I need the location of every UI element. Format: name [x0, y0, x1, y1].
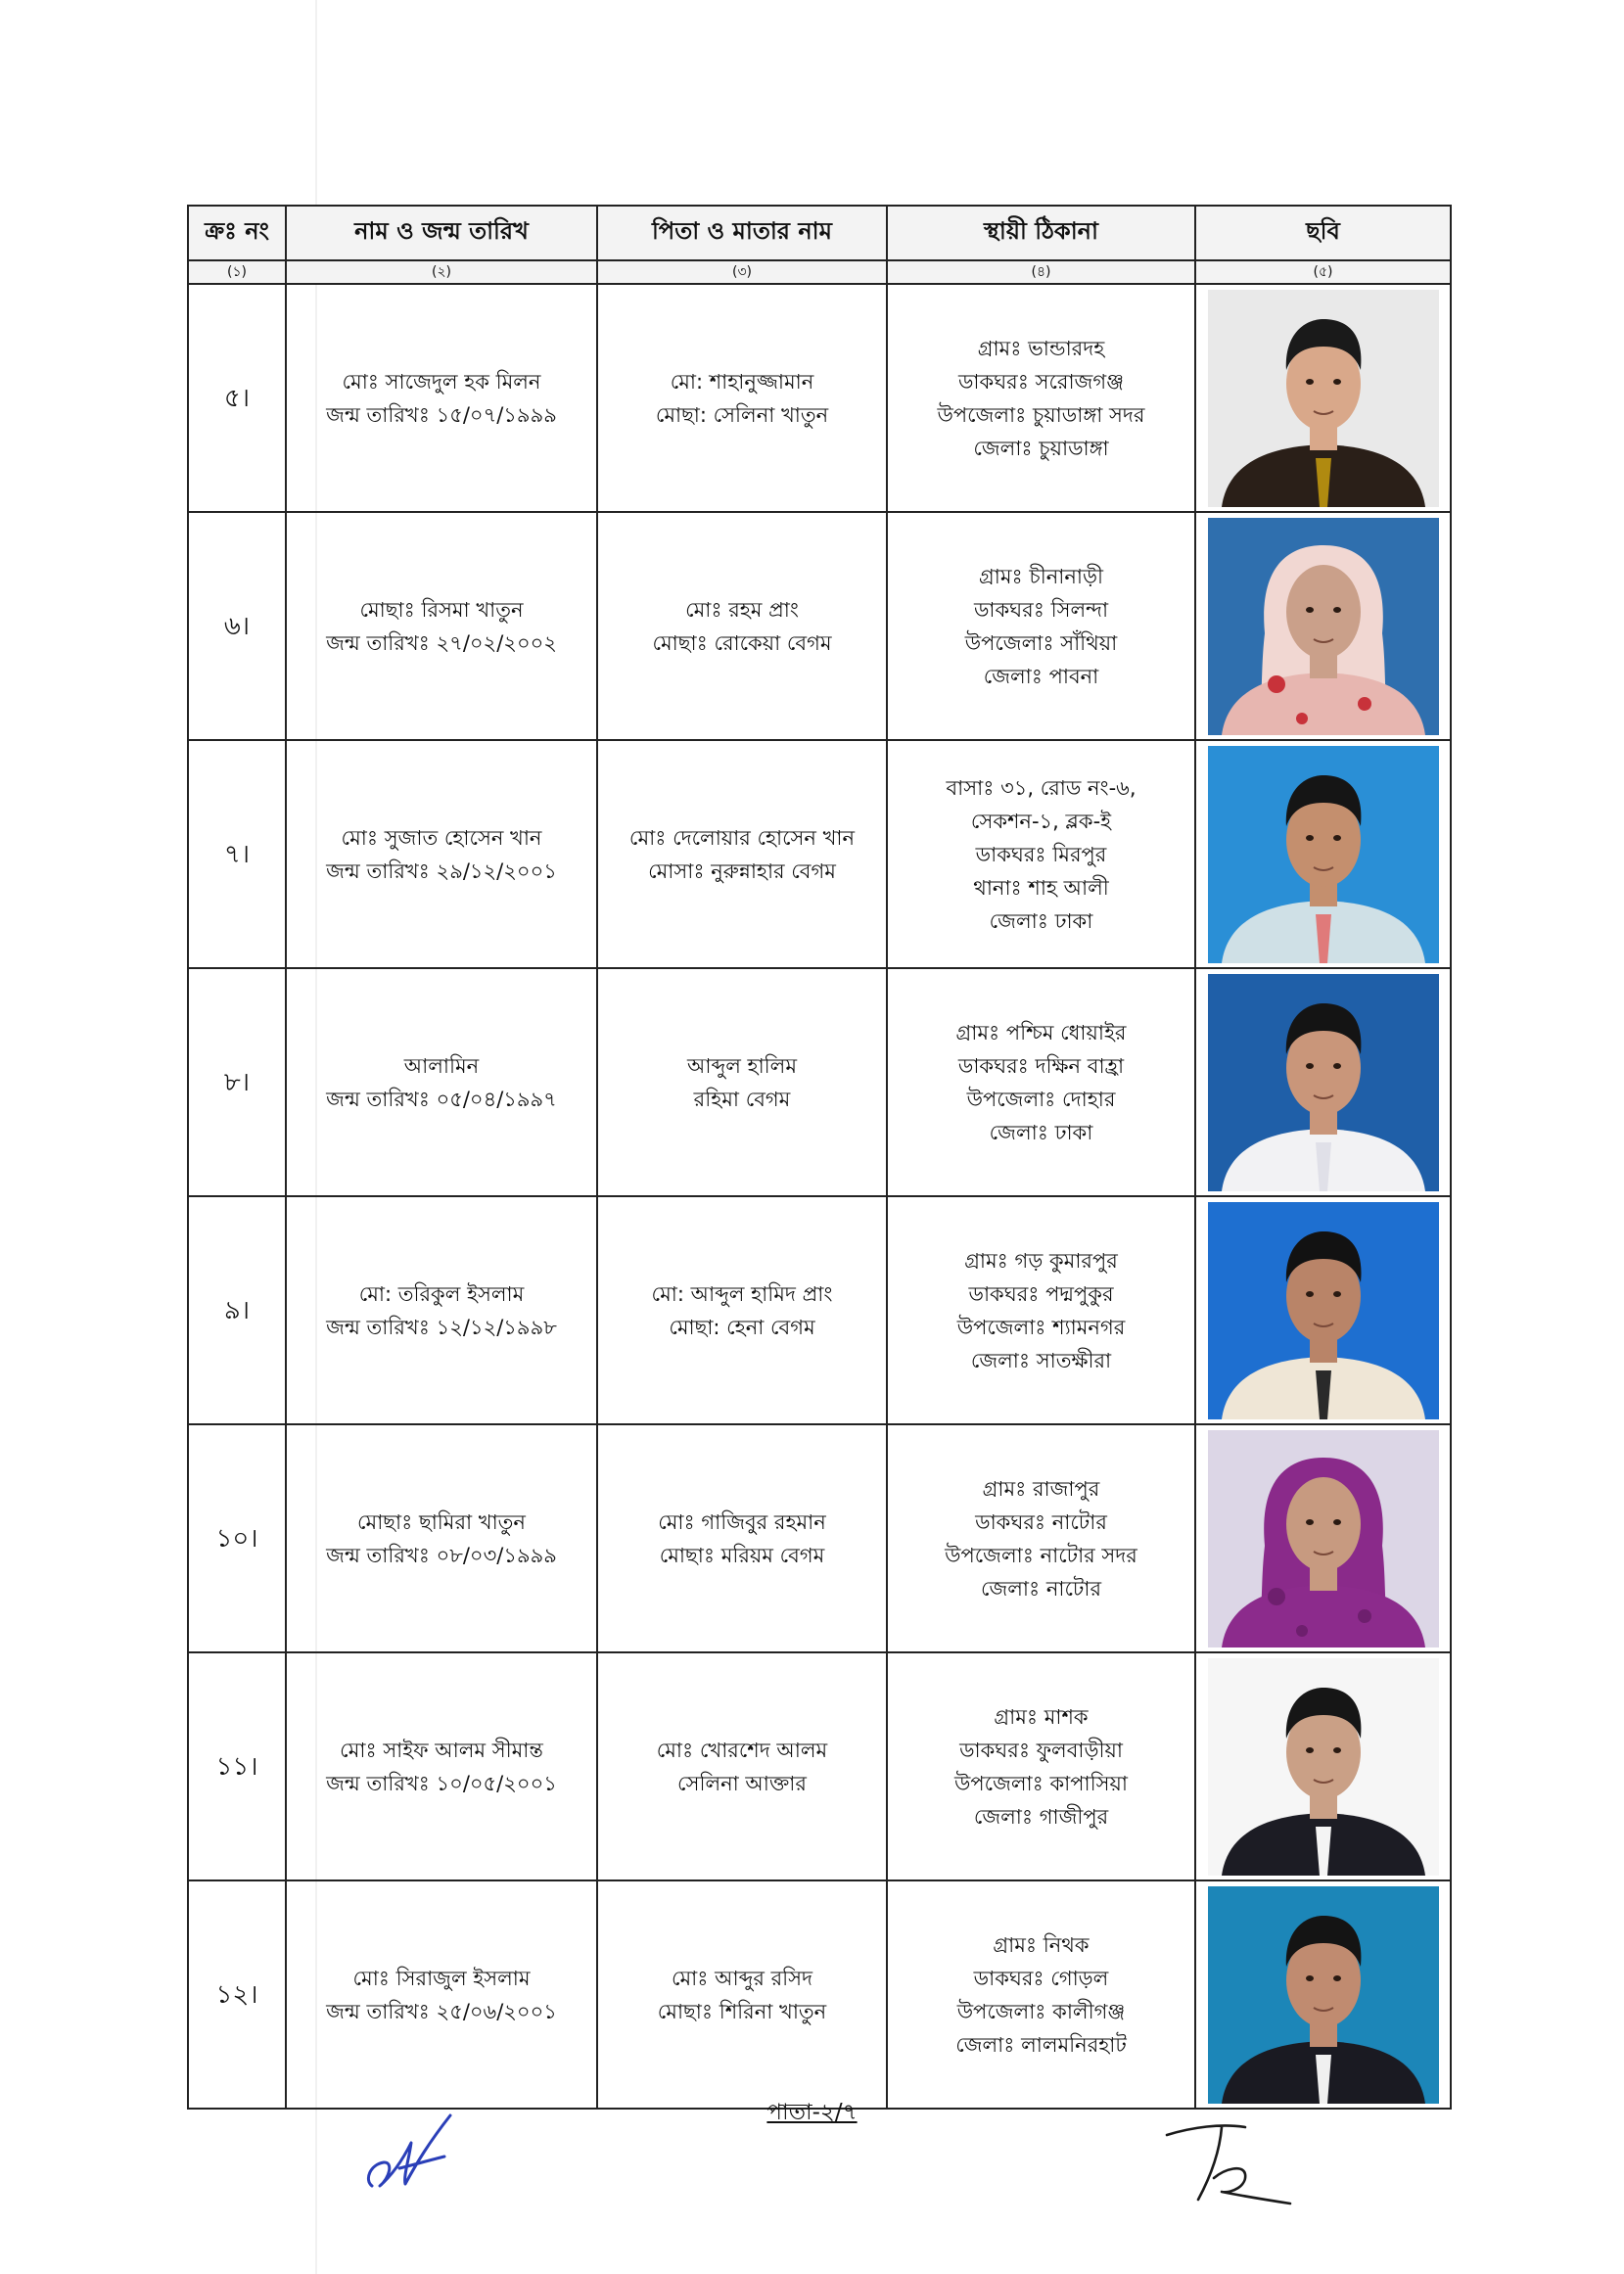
parents-cell — [597, 512, 887, 740]
name-dob-cell — [286, 968, 597, 1196]
photo-cell — [1195, 512, 1451, 740]
candidate-photo — [1208, 1202, 1439, 1419]
serial-number: ৫। — [188, 284, 286, 512]
address-line: গ্রামঃ ভান্ডারদহ — [977, 336, 1105, 360]
address-cell — [887, 1652, 1195, 1880]
candidate-name: মোঃ সুজাত হোসেন খান — [341, 825, 542, 850]
column-number-row — [188, 260, 1451, 284]
header-name-dob: নাম ও জন্ম তারিখ — [286, 206, 597, 260]
mother-name: মোছা: হেনা বেগম — [669, 1315, 815, 1339]
father-name: মো: শাহানুজ্জামান — [670, 369, 814, 394]
name-dob-cell — [286, 1196, 597, 1424]
mother-name: মোছাঃ মরিয়ম বেগম — [659, 1543, 825, 1567]
candidate-photo — [1208, 1430, 1439, 1647]
serial-number: ১০। — [188, 1424, 286, 1652]
address-line: গ্রামঃ নিথক — [993, 1932, 1090, 1957]
photo-cell — [1195, 1196, 1451, 1424]
serial-number: ৭। — [188, 740, 286, 968]
address-line: ডাকঘরঃ নাটোর — [975, 1509, 1107, 1534]
table-row — [188, 968, 1451, 1196]
mother-name: রহিমা বেগম — [693, 1087, 791, 1111]
serial-number: ১১। — [188, 1652, 286, 1880]
address-line: জেলাঃ গাজীপুর — [973, 1804, 1109, 1829]
candidate-photo — [1208, 518, 1439, 735]
candidate-name: আলামিন — [403, 1053, 480, 1078]
photo-cell — [1195, 1652, 1451, 1880]
address-line: সেকশন-১, ব্লক-ই — [970, 809, 1112, 833]
father-name: মোঃ খোরশেদ আলম — [656, 1738, 828, 1762]
father-name: মোঃ আব্দুর রসিদ — [671, 1966, 813, 1990]
photo-cell — [1195, 1424, 1451, 1652]
signature-left — [360, 2108, 468, 2204]
address-line: উপজেলাঃ নাটোর সদর — [945, 1543, 1137, 1567]
column-number: (১) — [188, 260, 286, 284]
mother-name: মোছাঃ শিরিনা খাতুন — [657, 1999, 827, 2023]
address-cell — [887, 284, 1195, 512]
date-of-birth: জন্ম তারিখঃ ১০/০৫/২০০১ — [326, 1771, 557, 1795]
address-line: গ্রামঃ রাজাপুর — [982, 1476, 1100, 1501]
address-line: ডাকঘরঃ দক্ষিন বাহ্রা — [957, 1053, 1125, 1078]
photo-cell — [1195, 284, 1451, 512]
candidate-photo — [1208, 1886, 1439, 2104]
father-name: মোঃ দেলোয়ার হোসেন খান — [628, 825, 856, 850]
header-serial: ক্রঃ নং — [188, 206, 286, 260]
address-line: উপজেলাঃ চুয়াডাঙ্গা সদর — [937, 402, 1145, 427]
address-cell — [887, 1880, 1195, 2109]
candidate-name: মোছাঃ ছামিরা খাতুন — [357, 1509, 526, 1534]
address-line: জেলাঃ ঢাকা — [989, 908, 1093, 933]
parents-cell — [597, 740, 887, 968]
name-dob-cell — [286, 512, 597, 740]
address-cell — [887, 512, 1195, 740]
address-line: উপজেলাঃ সাঁথিয়া — [964, 630, 1118, 655]
parents-cell — [597, 1652, 887, 1880]
candidate-name: মোঃ সিরাজুল ইসলাম — [352, 1966, 531, 1990]
candidate-photo — [1208, 1658, 1439, 1876]
date-of-birth: জন্ম তারিখঃ ১৫/০৭/১৯৯৯ — [326, 402, 557, 427]
parents-cell — [597, 1424, 887, 1652]
address-line: জেলাঃ ঢাকা — [989, 1120, 1093, 1144]
serial-number: ১২। — [188, 1880, 286, 2109]
name-dob-cell — [286, 740, 597, 968]
address-cell — [887, 1196, 1195, 1424]
mother-name: মোসাঃ নুরুন্নাহার বেগম — [648, 859, 836, 883]
column-number: (৫) — [1195, 260, 1451, 284]
page-number: পাতা-২/৭ — [766, 2100, 858, 2125]
address-line: ডাকঘরঃ ফুলবাড়ীয়া — [959, 1738, 1123, 1762]
date-of-birth: জন্ম তারিখঃ ০৮/০৩/১৯৯৯ — [326, 1543, 557, 1567]
photo-cell — [1195, 968, 1451, 1196]
table-row — [188, 740, 1451, 968]
table-row — [188, 1424, 1451, 1652]
address-line: জেলাঃ পাবনা — [983, 664, 1099, 688]
table-row — [188, 1652, 1451, 1880]
name-dob-cell — [286, 284, 597, 512]
mother-name: মোছা: সেলিনা খাতুন — [655, 402, 829, 427]
candidate-name: মোছাঃ রিসমা খাতুন — [359, 597, 524, 622]
date-of-birth: জন্ম তারিখঃ ১২/১২/১৯৯৮ — [326, 1315, 557, 1339]
parents-cell — [597, 284, 887, 512]
candidate-name: মোঃ সাজেদুল হক মিলন — [342, 369, 541, 394]
column-number: (৩) — [597, 260, 887, 284]
candidate-name: মো: তরিকুল ইসলাম — [358, 1281, 525, 1306]
table-row — [188, 1196, 1451, 1424]
name-dob-cell — [286, 1424, 597, 1652]
address-line: গ্রামঃ চীনানাড়ী — [979, 564, 1103, 588]
address-cell — [887, 740, 1195, 968]
name-dob-cell — [286, 1652, 597, 1880]
address-line: উপজেলাঃ দোহার — [966, 1087, 1116, 1111]
table-row — [188, 512, 1451, 740]
address-line: ডাকঘরঃ পদ্মপুকুর — [968, 1281, 1114, 1306]
address-cell — [887, 1424, 1195, 1652]
header-row — [188, 206, 1451, 260]
address-line: ডাকঘরঃ সিলন্দা — [973, 597, 1109, 622]
address-cell — [887, 968, 1195, 1196]
date-of-birth: জন্ম তারিখঃ ২৭/০২/২০০২ — [326, 630, 557, 655]
address-line: গ্রামঃ মাশক — [994, 1704, 1089, 1729]
table-row — [188, 1880, 1451, 2109]
parents-cell — [597, 968, 887, 1196]
parents-cell — [597, 1196, 887, 1424]
father-name: মো: আব্দুল হামিদ প্রাং — [651, 1281, 833, 1306]
address-line: জেলাঃ চুয়াডাঙ্গা — [973, 436, 1109, 460]
mother-name: সেলিনা আক্তার — [677, 1771, 807, 1795]
candidate-name: মোঃ সাইফ আলম সীমান্ত — [340, 1738, 543, 1762]
parents-cell — [597, 1880, 887, 2109]
column-number: (২) — [286, 260, 597, 284]
father-name: মোঃ গাজিবুর রহমান — [658, 1509, 826, 1534]
address-line: উপজেলাঃ কাপাসিয়া — [954, 1771, 1128, 1795]
table-row — [188, 284, 1451, 512]
address-line: ডাকঘরঃ মিরপুর — [975, 842, 1107, 866]
address-line: ডাকঘরঃ সরোজগঞ্জ — [957, 369, 1125, 394]
address-line: বাসাঃ ৩১, রোড নং-৬, — [946, 775, 1137, 800]
candidate-photo — [1208, 290, 1439, 507]
serial-number: ৯। — [188, 1196, 286, 1424]
header-address: স্থায়ী ঠিকানা — [887, 206, 1195, 260]
name-dob-cell — [286, 1880, 597, 2109]
candidate-table — [187, 205, 1452, 2110]
address-line: জেলাঃ সাতক্ষীরা — [970, 1348, 1112, 1372]
date-of-birth: জন্ম তারিখঃ ২৯/১২/২০০১ — [326, 859, 557, 883]
father-name: মোঃ রহম প্রাং — [685, 597, 799, 622]
column-number: (৪) — [887, 260, 1195, 284]
address-line: উপজেলাঃ শ্যামনগর — [956, 1315, 1126, 1339]
date-of-birth: জন্ম তারিখঃ ০৫/০৪/১৯৯৭ — [326, 1087, 557, 1111]
date-of-birth: জন্ম তারিখঃ ২৫/০৬/২০০১ — [326, 1999, 557, 2023]
address-line: থানাঃ শাহ আলী — [973, 875, 1109, 900]
serial-number: ৮। — [188, 968, 286, 1196]
address-line: জেলাঃ লালমনিরহাট — [955, 2032, 1127, 2057]
header-photo: ছবি — [1195, 206, 1451, 260]
address-line: গ্রামঃ পশ্চিম ধোয়াইর — [955, 1020, 1127, 1044]
mother-name: মোছাঃ রোকেয়া বেগম — [652, 630, 832, 655]
candidate-photo — [1208, 974, 1439, 1191]
candidate-photo — [1208, 746, 1439, 963]
signature-right — [1163, 2117, 1300, 2219]
serial-number: ৬। — [188, 512, 286, 740]
photo-cell — [1195, 740, 1451, 968]
father-name: আব্দুল হালিম — [686, 1053, 797, 1078]
header-parents: পিতা ও মাতার নাম — [597, 206, 887, 260]
photo-cell — [1195, 1880, 1451, 2109]
address-line: জেলাঃ নাটোর — [980, 1576, 1102, 1601]
address-line: ডাকঘরঃ গোড়ল — [973, 1966, 1109, 1990]
address-line: উপজেলাঃ কালীগঞ্জ — [956, 1999, 1126, 2023]
address-line: গ্রামঃ গড় কুমারপুর — [964, 1248, 1118, 1273]
